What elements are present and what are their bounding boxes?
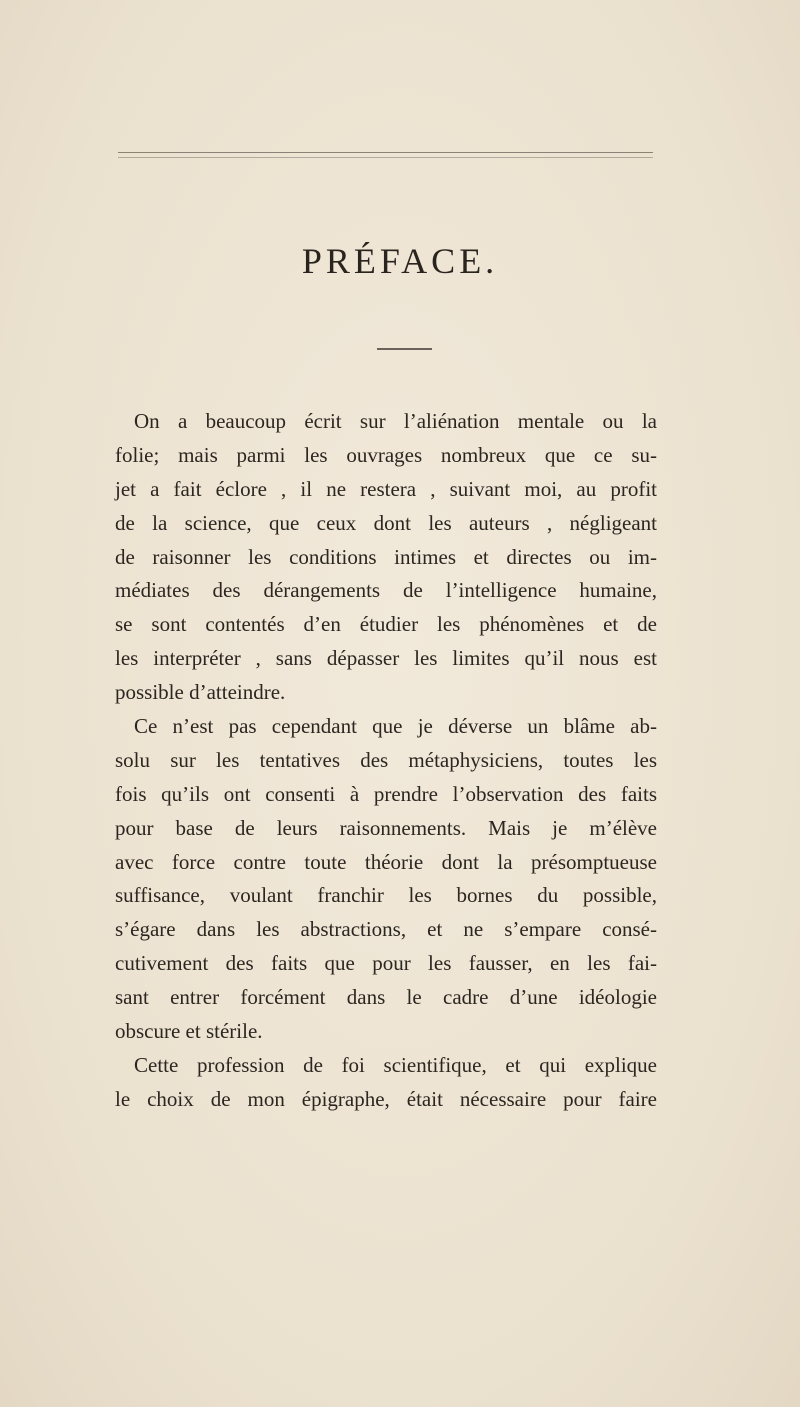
top-double-rule — [118, 152, 653, 159]
text-line: le choix de mon épigraphe, était nécessaire pour faire — [115, 1086, 657, 1111]
page-title: PRÉFACE. — [301, 241, 499, 281]
text-line: avec force contre toute théorie dont la présomptueuse — [115, 849, 657, 874]
text-line: sant entrer forcément dans le cadre d’une idéologie — [115, 985, 657, 1010]
top-rule-line — [118, 152, 653, 153]
text-line: On a beaucoup écrit sur l’aliénation mentale ou la — [134, 409, 657, 433]
text-line: de la science, que ceux dont les auteurs , négligeant — [115, 510, 657, 535]
top-rule-line — [118, 157, 653, 158]
text-line: médiates des dérangements de l’intelligence humaine, — [115, 578, 657, 603]
text-line: Cette profession de foi scientifique, et qui explique — [134, 1052, 657, 1077]
text-line: cutivement des faits que pour les fausser, en les fai- — [115, 951, 657, 976]
text-line: Ce n’est pas cependant que je déverse un blâme ab- — [134, 714, 657, 739]
text-line: jet a fait éclore , il ne restera , suivant moi, au profit — [115, 476, 657, 501]
text-line: se sont contentés d’en étudier les phénomènes et de — [115, 612, 657, 637]
text-line: fois qu’ils ont consenti à prendre l’observation des faits — [115, 781, 657, 806]
text-line: pour base de leurs raisonnements. Mais je m’élève — [115, 815, 657, 840]
text-line: les interpréter , sans dépasser les limites qu’il nous est — [115, 646, 657, 671]
preface-body — [115, 405, 657, 1117]
text-line: suffisance, voulant franchir les bornes du possible, — [115, 883, 657, 908]
title-separator-rule — [377, 348, 432, 350]
text-line: solu sur les tentatives des métaphysiciens, toutes les — [115, 747, 657, 772]
text-line: obscure et stérile. — [115, 1019, 263, 1044]
text-line: possible d’atteindre. — [115, 680, 286, 705]
text-line: s’égare dans les abstractions, et ne s’empare consé- — [115, 917, 657, 942]
text-line: folie; mais parmi les ouvrages nombreux que ce su- — [115, 442, 657, 467]
text-line: de raisonner les conditions intimes et directes ou im- — [115, 544, 657, 569]
